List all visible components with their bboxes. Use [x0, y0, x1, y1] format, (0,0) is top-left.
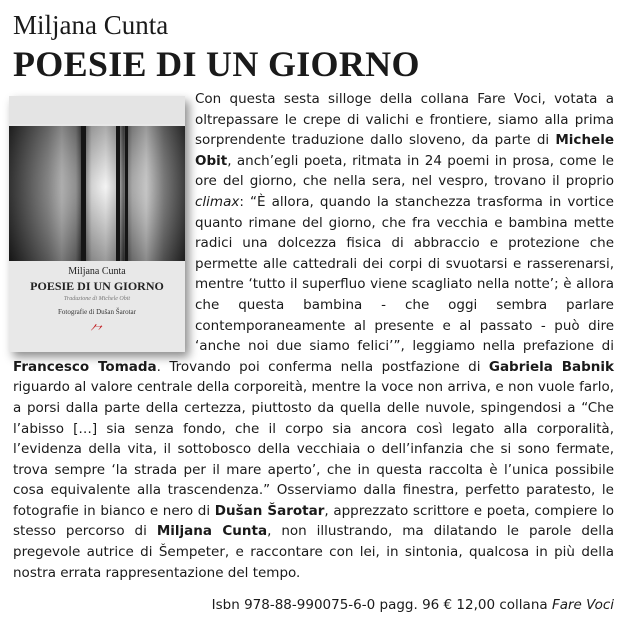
body-text: , apprezzato scrittore e poeta, compiere lo stesso percorso di	[13, 502, 614, 540]
author-name: Miljana Cunta	[156, 523, 268, 540]
body-text: . Trovando poi conferma nella postfazione di	[156, 358, 489, 375]
cover-float-spacer	[13, 89, 195, 355]
body-text: riguardo al valore centrale della corporeità, mentre la voce non arriva, e non vuole farlo, a porsi dalla parte della certezza, piuttosto da quella delle nuvole, spingendosi a “Che l’abisso […] sia senza fondo, che il corpo sia ancora così legato alla corporalità, l’evidenza della vita, il sottobosco della vecchiaia o dell’infanzia che si sono fermate, trova sempre ‘la strada per il mare aperto’, che in questa raccolta è l’unica possibile cosa equivalente alla trascendenza.” Osserviamo dalla finestra, perfetto paratesto, le fotografie in bianco e nero di	[13, 379, 614, 519]
photographer-name: Dušan Šarotar	[214, 502, 325, 519]
publisher-logo-icon: ⺈	[90, 325, 104, 340]
cover-author: Miljana Cunta	[68, 266, 126, 277]
body-text: , non illustrando, ma dilatando le parole della pregevole autrice di Šempeter, e raccontare con lei, in sintonia, qualcosa in più della nostra errata rappresentazione del tempo.	[13, 523, 614, 581]
body-text: Con questa sesta silloge della collana Fare Voci, votata a oltrepassare le crepe di valichi e frontiere, siamo alla prima sorprendente traduzione dallo sloveno, da parte di	[195, 91, 614, 149]
cover-title: POESIE DI UN GIORNO	[30, 279, 164, 293]
series-name: Fare Voci	[551, 597, 614, 613]
preface-author-name: Francesco Tomada	[13, 358, 157, 375]
article-body	[13, 89, 614, 583]
postface-author-name: Gabriela Babnik	[488, 358, 614, 375]
cover-translation: Traduzione di Michele Obit	[63, 296, 131, 302]
body-emphasis: climax	[195, 193, 240, 210]
article-title: POESIE DI UN GIORNO	[13, 44, 420, 84]
body-text: : “È allora, quando la stanchezza trasforma in vortice quanto rimane del giorno, che fra vecchia e bambina mette radici una dolcezza fisica di abbraccio e protezione che permette alle cattedrali dei corpi di svuotarsi e rasserenarsi, mentre ‘tutto il superfluo viene scagliato nella notte’; è allora che questa bambina - che oggi sembra parlare contemporaneamente al presente e al passato - può dire ‘anche noi due siamo felici’”, leggiamo nella prefazione di	[195, 193, 614, 355]
body-text: , anch’egli poeta, ritmata in 24 poemi in prosa, come le ore del giorno, che nella sera, nel vespro, trovano il proprio	[195, 152, 614, 190]
book-details	[212, 595, 614, 615]
translator-name: Michele Obit	[195, 132, 614, 169]
article-author: Miljana Cunta	[13, 10, 169, 40]
isbn-text: Isbn 978-88-990075-6-0 pagg. 96 € 12,00 collana	[211, 597, 552, 613]
cover-photographer: Fotografie di Dušan Šarotar	[58, 308, 136, 316]
